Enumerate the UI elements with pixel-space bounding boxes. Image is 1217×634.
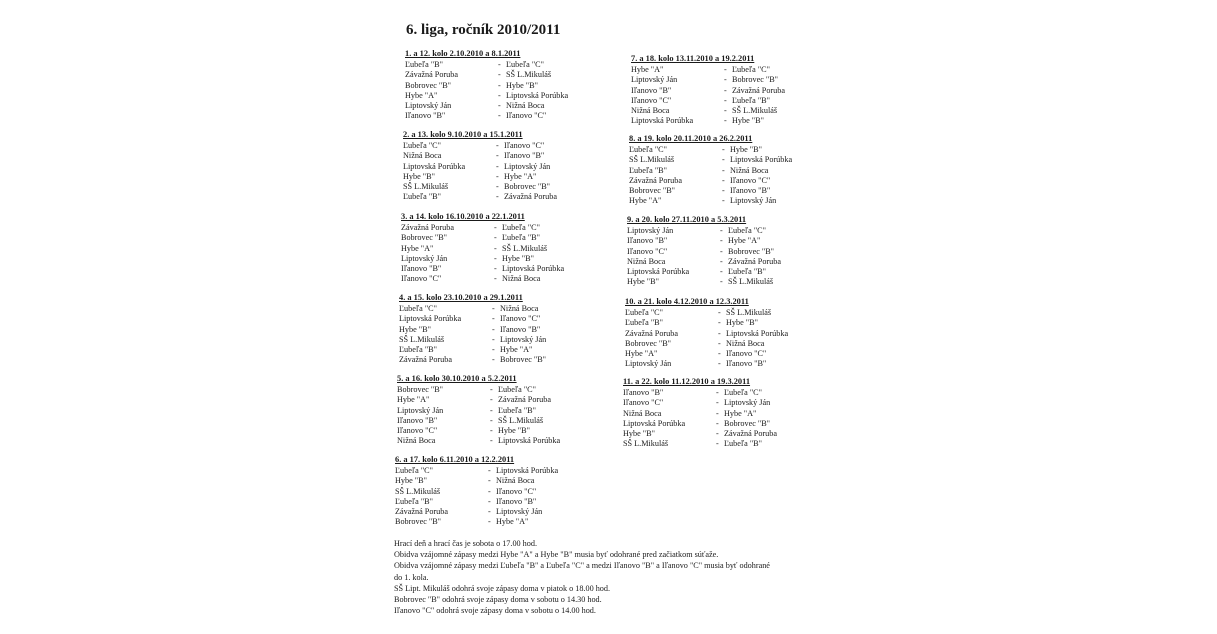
match-row bbox=[401, 274, 601, 284]
match-row bbox=[625, 349, 825, 359]
match-separator: - bbox=[488, 517, 491, 527]
match-separator: - bbox=[720, 226, 723, 236]
away-team: Iľanovo "C" bbox=[730, 175, 771, 185]
away-team: Nižná Boca bbox=[506, 101, 545, 111]
home-team: Liptovský Ján bbox=[631, 75, 678, 85]
match-row bbox=[631, 75, 831, 85]
match-row bbox=[631, 65, 831, 75]
match-separator: - bbox=[496, 192, 499, 202]
away-team: Liptovská Porúbka bbox=[726, 328, 789, 338]
home-team: Iľanovo "B" bbox=[397, 415, 438, 425]
away-team: Iľanovo "B" bbox=[730, 186, 771, 196]
match-separator: - bbox=[718, 349, 721, 359]
away-team: SŠ L.Mikuláš bbox=[506, 70, 552, 80]
match-row bbox=[399, 314, 599, 324]
match-separator: - bbox=[724, 85, 727, 95]
away-team: Ľubeľa "B" bbox=[498, 405, 536, 415]
home-team: Závažná Poruba bbox=[405, 70, 458, 80]
home-team: Nižná Boca bbox=[627, 256, 666, 266]
match-row bbox=[395, 487, 595, 497]
round-heading: 8. a 19. kolo 20.11.2010 a 26.2.2011 bbox=[629, 134, 753, 143]
away-team: Hybe "B" bbox=[498, 426, 530, 436]
home-team: Hybe "B" bbox=[623, 429, 655, 439]
match-separator: - bbox=[716, 439, 719, 449]
home-team: Hybe "A" bbox=[625, 349, 658, 359]
match-row bbox=[395, 517, 595, 527]
round-block bbox=[395, 455, 595, 527]
match-row bbox=[397, 426, 597, 436]
away-team: Liptovský Ján bbox=[496, 507, 543, 517]
match-separator: - bbox=[492, 324, 495, 334]
away-team: Iľanovo "C" bbox=[504, 141, 545, 151]
round-block bbox=[401, 212, 601, 284]
match-separator: - bbox=[722, 196, 725, 206]
away-team: Liptovská Porúbka bbox=[506, 90, 569, 100]
match-row bbox=[627, 226, 827, 236]
match-row bbox=[399, 325, 599, 335]
home-team: Liptovský Ján bbox=[405, 101, 452, 111]
home-team: Liptovská Porúbka bbox=[631, 116, 694, 126]
home-team: Hybe "B" bbox=[403, 171, 435, 181]
home-team: Závažná Poruba bbox=[399, 355, 452, 365]
match-row bbox=[625, 318, 825, 328]
home-team: Bobrovec "B" bbox=[625, 338, 672, 348]
match-row bbox=[395, 497, 595, 507]
match-separator: - bbox=[492, 355, 495, 365]
match-row bbox=[397, 436, 597, 446]
home-team: Iľanovo "C" bbox=[631, 95, 672, 105]
away-team: Liptovská Porúbka bbox=[496, 466, 559, 476]
match-separator: - bbox=[498, 70, 501, 80]
match-row bbox=[623, 439, 823, 449]
match-row bbox=[627, 257, 827, 267]
away-team: Ľubeľa "C" bbox=[498, 385, 536, 395]
round-heading: 7. a 18. kolo 13.11.2010 a 19.2.2011 bbox=[631, 54, 755, 63]
match-separator: - bbox=[490, 385, 493, 395]
match-separator: - bbox=[498, 60, 501, 70]
match-separator: - bbox=[724, 65, 727, 75]
home-team: Bobrovec "B" bbox=[629, 186, 676, 196]
away-team: Závažná Poruba bbox=[724, 429, 777, 439]
match-separator: - bbox=[498, 90, 501, 100]
home-team: Iľanovo "B" bbox=[631, 85, 672, 95]
match-row bbox=[401, 223, 601, 233]
round-block bbox=[631, 54, 831, 126]
home-team: Ľubeľa "B" bbox=[405, 60, 443, 70]
match-separator: - bbox=[488, 466, 491, 476]
round-heading: 2. a 13. kolo 9.10.2010 a 15.1.2011 bbox=[403, 130, 523, 139]
home-team: Nižná Boca bbox=[397, 436, 436, 446]
away-team: Ľubeľa "C" bbox=[724, 388, 762, 398]
home-team: Iľanovo "B" bbox=[401, 264, 442, 274]
match-separator: - bbox=[718, 338, 721, 348]
match-separator: - bbox=[496, 161, 499, 171]
away-team: Hybe "B" bbox=[730, 145, 762, 155]
home-team: Liptovská Porúbka bbox=[623, 418, 686, 428]
page-title: 6. liga, ročník 2010/2011 bbox=[406, 22, 561, 38]
home-team: Hybe "A" bbox=[397, 395, 430, 405]
home-team: Ľubeľa "C" bbox=[629, 145, 667, 155]
away-team: SŠ L.Mikuláš bbox=[726, 308, 772, 318]
match-row bbox=[397, 395, 597, 405]
match-separator: - bbox=[716, 429, 719, 439]
away-team: Závažná Poruba bbox=[504, 192, 557, 202]
match-separator: - bbox=[718, 318, 721, 328]
match-row bbox=[625, 359, 825, 369]
match-row bbox=[629, 186, 829, 196]
match-row bbox=[399, 335, 599, 345]
home-team: Hybe "A" bbox=[629, 196, 662, 206]
match-row bbox=[631, 106, 831, 116]
home-team: Bobrovec "B" bbox=[405, 80, 452, 90]
home-team: SŠ L.Mikuláš bbox=[395, 486, 441, 496]
home-team: Závažná Poruba bbox=[395, 507, 448, 517]
away-team: Liptovská Porúbka bbox=[498, 436, 561, 446]
match-row bbox=[401, 244, 601, 254]
home-team: Závažná Poruba bbox=[629, 175, 682, 185]
match-row bbox=[403, 162, 603, 172]
away-team: SŠ L.Mikuláš bbox=[498, 415, 544, 425]
home-team: SŠ L.Mikuláš bbox=[629, 155, 675, 165]
match-separator: - bbox=[496, 182, 499, 192]
match-row bbox=[395, 507, 595, 517]
home-team: Nižná Boca bbox=[623, 408, 662, 418]
away-team: Iľanovo "C" bbox=[726, 349, 767, 359]
home-team: Iľanovo "C" bbox=[627, 246, 668, 256]
note-line: Obidva vzájomné zápasy medzi Ľubeľa "B" a Ľubeľa "C" a medzi Iľanovo "B" a Iľanovo "C" musia byť odohrané bbox=[394, 561, 770, 571]
match-row bbox=[623, 429, 823, 439]
away-team: Ľubeľa "B" bbox=[732, 95, 770, 105]
away-team: Iľanovo "B" bbox=[500, 324, 541, 334]
away-team: Hybe "A" bbox=[728, 236, 761, 246]
match-separator: - bbox=[716, 408, 719, 418]
match-separator: - bbox=[722, 165, 725, 175]
match-row bbox=[629, 176, 829, 186]
match-separator: - bbox=[720, 267, 723, 277]
match-separator: - bbox=[492, 345, 495, 355]
away-team: SŠ L.Mikuláš bbox=[502, 243, 548, 253]
round-heading: 1. a 12. kolo 2.10.2010 a 8.1.2011 bbox=[405, 49, 521, 58]
match-row bbox=[399, 304, 599, 314]
away-team: Iľanovo "C" bbox=[496, 486, 537, 496]
away-team: SŠ L.Mikuláš bbox=[732, 106, 778, 116]
home-team: Iľanovo "B" bbox=[405, 111, 446, 121]
away-team: Hybe "B" bbox=[506, 80, 538, 90]
away-team: Hybe "B" bbox=[732, 116, 764, 126]
match-row bbox=[405, 70, 605, 80]
match-separator: - bbox=[488, 496, 491, 506]
match-row bbox=[405, 111, 605, 121]
away-team: Hybe "B" bbox=[502, 253, 534, 263]
match-row bbox=[405, 101, 605, 111]
home-team: Nižná Boca bbox=[631, 106, 670, 116]
match-separator: - bbox=[492, 314, 495, 324]
match-row bbox=[401, 233, 601, 243]
note-line: Hrací deň a hrací čas je sobota o 17.00 hod. bbox=[394, 539, 538, 548]
away-team: Nižná Boca bbox=[730, 165, 769, 175]
away-team: Liptovský Ján bbox=[724, 398, 771, 408]
match-separator: - bbox=[716, 418, 719, 428]
match-row bbox=[627, 247, 827, 257]
away-team: Iľanovo "C" bbox=[506, 111, 547, 121]
home-team: SŠ L.Mikuláš bbox=[399, 334, 445, 344]
away-team: Ľubeľa "B" bbox=[502, 233, 540, 243]
match-row bbox=[623, 388, 823, 398]
home-team: Ľubeľa "B" bbox=[629, 165, 667, 175]
round-block bbox=[399, 293, 599, 365]
away-team: Liptovský Ján bbox=[500, 334, 547, 344]
match-row bbox=[403, 151, 603, 161]
match-separator: - bbox=[490, 426, 493, 436]
match-row bbox=[625, 329, 825, 339]
home-team: Liptovský Ján bbox=[401, 253, 448, 263]
round-heading: 9. a 20. kolo 27.11.2010 a 5.3.2011 bbox=[627, 215, 747, 224]
round-heading: 11. a 22. kolo 11.12.2010 a 19.3.2011 bbox=[623, 377, 751, 386]
match-separator: - bbox=[722, 155, 725, 165]
away-team: Bobrovec "B" bbox=[500, 355, 547, 365]
match-row bbox=[629, 166, 829, 176]
match-row bbox=[397, 406, 597, 416]
away-team: Hybe "A" bbox=[500, 345, 533, 355]
home-team: Hybe "A" bbox=[401, 243, 434, 253]
round-block bbox=[625, 297, 825, 369]
away-team: Bobrovec "B" bbox=[724, 418, 771, 428]
match-separator: - bbox=[488, 507, 491, 517]
away-team: Ľubeľa "C" bbox=[732, 65, 770, 75]
home-team: Liptovská Porúbka bbox=[399, 314, 462, 324]
match-row bbox=[631, 116, 831, 126]
match-row bbox=[395, 466, 595, 476]
match-separator: - bbox=[494, 243, 497, 253]
home-team: Nižná Boca bbox=[403, 151, 442, 161]
match-row bbox=[405, 60, 605, 70]
round-block bbox=[403, 130, 603, 202]
home-team: SŠ L.Mikuláš bbox=[403, 182, 449, 192]
away-team: Ľubeľa "C" bbox=[506, 60, 544, 70]
match-separator: - bbox=[722, 145, 725, 155]
round-heading: 6. a 17. kolo 6.11.2010 a 12.2.2011 bbox=[395, 455, 515, 464]
match-row bbox=[629, 196, 829, 206]
match-row bbox=[401, 254, 601, 264]
match-separator: - bbox=[488, 486, 491, 496]
home-team: Hybe "B" bbox=[395, 476, 427, 486]
away-team: Iľanovo "C" bbox=[500, 314, 541, 324]
match-separator: - bbox=[498, 101, 501, 111]
away-team: Nižná Boca bbox=[502, 274, 541, 284]
home-team: Iľanovo "B" bbox=[623, 388, 664, 398]
match-row bbox=[399, 345, 599, 355]
home-team: Iľanovo "C" bbox=[623, 398, 664, 408]
home-team: Závažná Poruba bbox=[625, 328, 678, 338]
away-team: Hybe "A" bbox=[724, 408, 757, 418]
home-team: Hybe "B" bbox=[399, 324, 431, 334]
match-separator: - bbox=[720, 246, 723, 256]
match-separator: - bbox=[718, 308, 721, 318]
home-team: Liptovský Ján bbox=[397, 405, 444, 415]
home-team: Ľubeľa "B" bbox=[403, 192, 441, 202]
match-row bbox=[631, 86, 831, 96]
away-team: Ľubeľa "B" bbox=[724, 439, 762, 449]
away-team: Iľanovo "B" bbox=[504, 151, 545, 161]
home-team: Závažná Poruba bbox=[401, 223, 454, 233]
match-separator: - bbox=[722, 175, 725, 185]
note-line: do 1. kola. bbox=[394, 572, 429, 582]
away-team: Iľanovo "B" bbox=[726, 359, 767, 369]
note-line: Iľanovo "C" odohrá svoje zápasy doma v sobotu o 14.00 hod. bbox=[394, 606, 596, 616]
home-team: Ľubeľa "B" bbox=[395, 496, 433, 506]
round-heading: 10. a 21. kolo 4.12.2010 a 12.3.2011 bbox=[625, 297, 749, 306]
home-team: Bobrovec "B" bbox=[395, 517, 442, 527]
match-row bbox=[625, 339, 825, 349]
home-team: SŠ L.Mikuláš bbox=[623, 439, 669, 449]
away-team: Liptovská Porúbka bbox=[730, 155, 793, 165]
match-row bbox=[623, 409, 823, 419]
match-row bbox=[627, 277, 827, 287]
away-team: Ľubeľa "B" bbox=[728, 267, 766, 277]
round-heading: 5. a 16. kolo 30.10.2010 a 5.2.2011 bbox=[397, 374, 517, 383]
match-separator: - bbox=[494, 233, 497, 243]
away-team: Hybe "A" bbox=[496, 517, 529, 527]
match-row bbox=[403, 141, 603, 151]
home-team: Hybe "B" bbox=[627, 277, 659, 287]
match-separator: - bbox=[490, 405, 493, 415]
home-team: Ľubeľa "C" bbox=[395, 466, 433, 476]
home-team: Iľanovo "C" bbox=[397, 426, 438, 436]
away-team: Hybe "A" bbox=[504, 171, 537, 181]
match-row bbox=[627, 267, 827, 277]
home-team: Iľanovo "B" bbox=[627, 236, 668, 246]
away-team: Bobrovec "B" bbox=[732, 75, 779, 85]
away-team: Nižná Boca bbox=[496, 476, 535, 486]
round-block bbox=[629, 134, 829, 206]
match-row bbox=[395, 476, 595, 486]
match-separator: - bbox=[720, 236, 723, 246]
away-team: Ľubeľa "C" bbox=[502, 223, 540, 233]
match-row bbox=[397, 385, 597, 395]
match-row bbox=[629, 145, 829, 155]
match-separator: - bbox=[494, 253, 497, 263]
match-separator: - bbox=[488, 476, 491, 486]
match-row bbox=[401, 264, 601, 274]
round-heading: 4. a 15. kolo 23.10.2010 a 29.1.2011 bbox=[399, 293, 523, 302]
match-separator: - bbox=[498, 80, 501, 90]
match-row bbox=[405, 81, 605, 91]
away-team: Závažná Poruba bbox=[732, 85, 785, 95]
match-separator: - bbox=[494, 223, 497, 233]
away-team: SŠ L.Mikuláš bbox=[728, 277, 774, 287]
home-team: Liptovský Ján bbox=[627, 226, 674, 236]
match-separator: - bbox=[496, 141, 499, 151]
match-row bbox=[403, 192, 603, 202]
round-heading: 3. a 14. kolo 16.10.2010 a 22.1.2011 bbox=[401, 212, 525, 221]
match-row bbox=[399, 355, 599, 365]
home-team: Hybe "A" bbox=[405, 90, 438, 100]
match-row bbox=[403, 182, 603, 192]
round-block bbox=[405, 49, 605, 121]
away-team: Iľanovo "B" bbox=[496, 496, 537, 506]
round-block bbox=[627, 215, 827, 287]
match-separator: - bbox=[498, 111, 501, 121]
notes bbox=[394, 538, 814, 616]
match-row bbox=[629, 155, 829, 165]
away-team: Ľubeľa "C" bbox=[728, 226, 766, 236]
match-separator: - bbox=[496, 151, 499, 161]
note-line: SŠ Lipt. Mikuláš odohrá svoje zápasy doma v piatok o 18.00 hod. bbox=[394, 583, 611, 593]
match-separator: - bbox=[496, 171, 499, 181]
round-block bbox=[623, 377, 823, 449]
match-separator: - bbox=[718, 359, 721, 369]
match-separator: - bbox=[492, 334, 495, 344]
away-team: Závažná Poruba bbox=[498, 395, 551, 405]
match-separator: - bbox=[724, 106, 727, 116]
away-team: Bobrovec "B" bbox=[728, 246, 775, 256]
match-separator: - bbox=[494, 264, 497, 274]
home-team: Ľubeľa "C" bbox=[625, 308, 663, 318]
match-separator: - bbox=[716, 398, 719, 408]
home-team: Iľanovo "C" bbox=[401, 274, 442, 284]
match-separator: - bbox=[720, 277, 723, 287]
away-team: Liptovský Ján bbox=[730, 196, 777, 206]
away-team: Závažná Poruba bbox=[728, 256, 781, 266]
note-line: Obidva vzájomné zápasy medzi Hybe "A" a Hybe "B" musia byť odohrané pred začiatkom súťaže. bbox=[394, 550, 719, 560]
match-row bbox=[405, 91, 605, 101]
match-row bbox=[623, 398, 823, 408]
home-team: Ľubeľa "C" bbox=[403, 141, 441, 151]
match-separator: - bbox=[492, 304, 495, 314]
match-separator: - bbox=[490, 436, 493, 446]
match-row bbox=[623, 419, 823, 429]
note-line: Bobrovec "B" odohrá svoje zápasy doma v sobotu o 14.30 hod. bbox=[394, 595, 602, 605]
match-row bbox=[397, 416, 597, 426]
home-team: Liptovská Porúbka bbox=[403, 161, 466, 171]
away-team: Nižná Boca bbox=[726, 338, 765, 348]
away-team: Nižná Boca bbox=[500, 304, 539, 314]
home-team: Bobrovec "B" bbox=[401, 233, 448, 243]
home-team: Ľubeľa "B" bbox=[399, 345, 437, 355]
away-team: Hybe "B" bbox=[726, 318, 758, 328]
round-block bbox=[397, 374, 597, 446]
match-row bbox=[627, 236, 827, 246]
match-row bbox=[625, 308, 825, 318]
match-separator: - bbox=[490, 415, 493, 425]
match-separator: - bbox=[724, 95, 727, 105]
match-separator: - bbox=[722, 186, 725, 196]
match-separator: - bbox=[724, 75, 727, 85]
match-separator: - bbox=[494, 274, 497, 284]
match-separator: - bbox=[720, 256, 723, 266]
match-separator: - bbox=[490, 395, 493, 405]
match-separator: - bbox=[724, 116, 727, 126]
home-team: Ľubeľa "C" bbox=[399, 304, 437, 314]
match-separator: - bbox=[716, 388, 719, 398]
away-team: Bobrovec "B" bbox=[504, 182, 551, 192]
match-separator: - bbox=[718, 328, 721, 338]
match-row bbox=[403, 172, 603, 182]
home-team: Liptovská Porúbka bbox=[627, 267, 690, 277]
away-team: Liptovský Ján bbox=[504, 161, 551, 171]
home-team: Ľubeľa "B" bbox=[625, 318, 663, 328]
home-team: Hybe "A" bbox=[631, 65, 664, 75]
away-team: Liptovská Porúbka bbox=[502, 264, 565, 274]
match-row bbox=[631, 96, 831, 106]
home-team: Liptovský Ján bbox=[625, 359, 672, 369]
home-team: Bobrovec "B" bbox=[397, 385, 444, 395]
